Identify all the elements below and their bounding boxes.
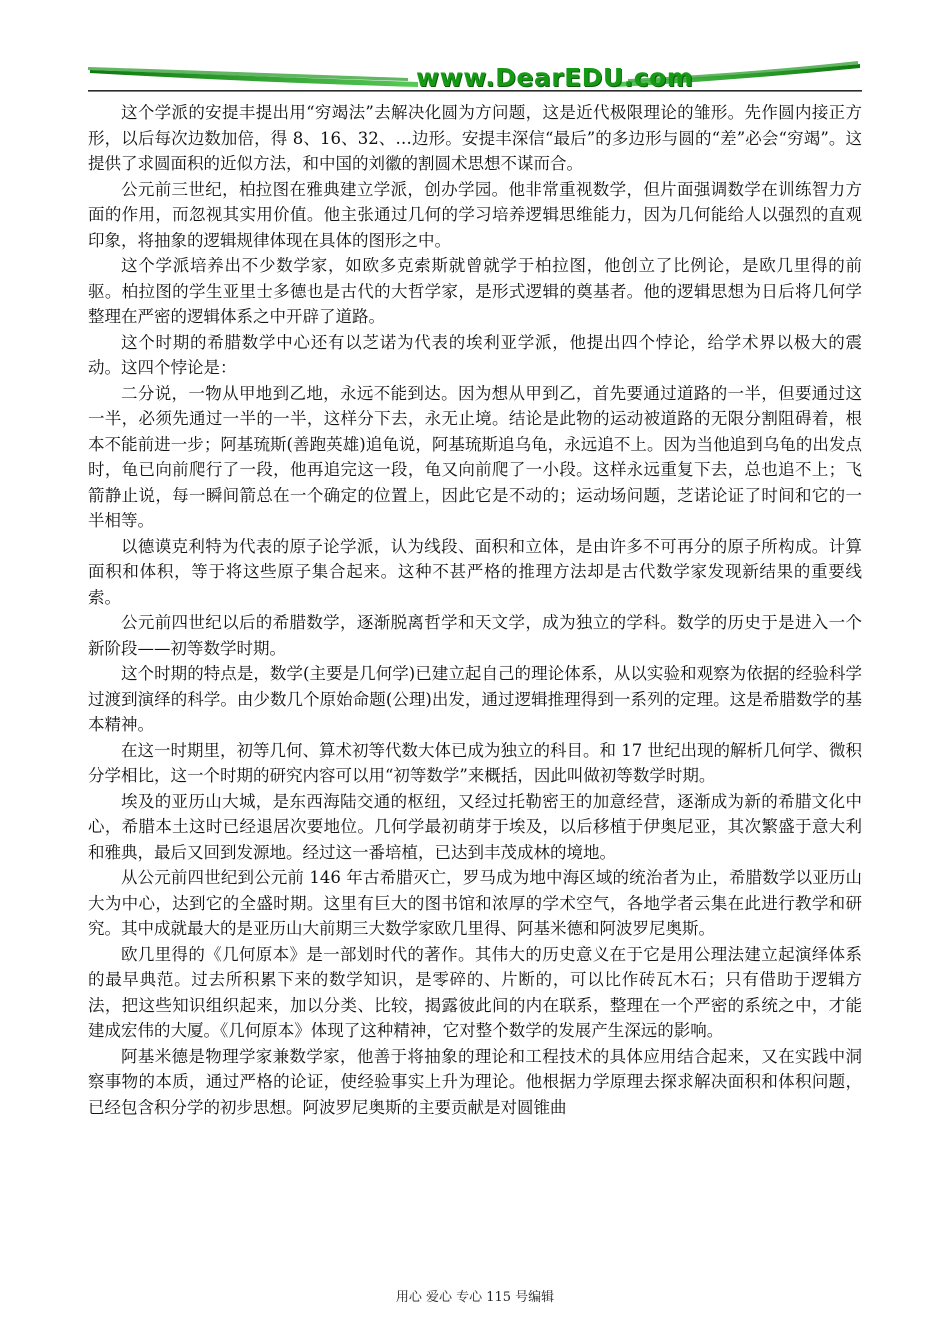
paragraph: 埃及的亚历山大城，是东西海陆交通的枢纽，又经过托勒密王的加意经营，逐渐成为新的希腊文化中心，希腊本土这时已经退居次要地位。几何学最初萌芽于埃及，以后移植于伊奥尼亚，其次繁盛于意大利和雅典，最后又回到发源地。经过这一番培植，已达到丰茂成林的境地。 xyxy=(88,791,862,862)
paragraph: 二分说，一物从甲地到乙地，永远不能到达。因为想从甲到乙，首先要通过道路的一半，但要通过这一半，必须先通过一半的一半，这样分下去，永无止境。结论是此物的运动被道路的无限分割阻碍着，根本不能前进一步；阿基琉斯(善跑英雄)追龟说，阿基琉斯追乌龟，永远追不上。因为当他追到乌龟的出发点时，龟已向前爬行了一段，他再追完这一段，龟又向前爬了一小段。这样永远重复下去，总也追不上；飞箭静止说，每一瞬间箭总在一个确定的位置上，因此它是不动的；运动场问题，芝诺论证了时间和它的一半相等。 xyxy=(88,383,862,530)
article-body xyxy=(88,100,862,1120)
paragraph: 欧几里得的《几何原本》是一部划时代的著作。其伟大的历史意义在于它是用公理法建立起演绎体系的最早典范。过去所积累下来的数学知识，是零碎的、片断的，可以比作砖瓦木石；只有借助于逻辑方法，把这些知识组织起来，加以分类、比较，揭露彼此间的内在联系，整理在一个严密的系统之中，才能建成宏伟的大厦。《几何原本》体现了这种精神，它对整个数学的发展产生深远的影响。 xyxy=(88,944,862,1040)
page-header xyxy=(88,58,862,94)
paragraph: 公元前三世纪，柏拉图在雅典建立学派，创办学园。他非常重视数学，但片面强调数学在训练智力方面的作用，而忽视其实用价值。他主张通过几何的学习培养逻辑思维能力，因为几何能给人以强烈的直观印象，将抽象的逻辑规律体现在具体的图形之中。 xyxy=(88,179,862,250)
paragraph: 在这一时期里，初等几何、算术初等代数大体已成为独立的科目。和 17 世纪出现的解析几何学、微积分学相比，这一个时期的研究内容可以用“初等数学”来概括，因此叫做初等数学时期。 xyxy=(88,740,862,785)
site-logo: www.DearEDU.com xyxy=(416,63,694,92)
paragraph: 这个时期的希腊数学中心还有以芝诺为代表的埃利亚学派，他提出四个悖论，给学术界以极大的震动。这四个悖论是： xyxy=(88,332,862,377)
paragraph: 这个时期的特点是，数学(主要是几何学)已建立起自己的理论体系，从以实验和观察为依据的经验科学过渡到演绎的科学。由少数几个原始命题(公理)出发，通过逻辑推理得到一系列的定理。这是希腊数学的基本精神。 xyxy=(88,664,862,734)
paragraph: 阿基米德是物理学家兼数学家，他善于将抽象的理论和工程技术的具体应用结合起来，又在实践中洞察事物的本质，通过严格的论证，使经验事实上升为理论。他根据力学原理去探求解决面积和体积问题，已经包含积分学的初步思想。阿波罗尼奥斯的主要贡献是对圆锥曲 xyxy=(88,1046,862,1117)
paragraph: 公元前四世纪以后的希腊数学，逐渐脱离哲学和天文学，成为独立的学科。数学的历史于是进入一个新阶段——初等数学时期。 xyxy=(88,613,862,658)
paragraph: 以德谟克利特为代表的原子论学派，认为线段、面积和立体，是由许多不可再分的原子所构成。计算面积和体积，等于将这些原子集合起来。这种不甚严格的推理方法却是古代数学家发现新结果的重要线索。 xyxy=(88,536,862,607)
paragraph: 这个学派培养出不少数学家，如欧多克索斯就曾就学于柏拉图，他创立了比例论，是欧几里得的前驱。柏拉图的学生亚里士多德也是古代的大哲学家，是形式逻辑的奠基者。他的逻辑思想为日后将几何学整理在严密的逻辑体系之中开辟了道路。 xyxy=(88,256,862,326)
page-footer: 用心 爱心 专心 115 号编辑 xyxy=(395,1290,555,1305)
paragraph: 这个学派的安提丰提出用“穷竭法”去解决化圆为方问题，这是近代极限理论的雏形。先作圆内接正方形，以后每次边数加倍，得 8、16、32、…边形。安提丰深信“最后”的多边形与圆的“差”必会“穷竭”。这提供了求圆面积的近似方法，和中国的刘徽的割圆术思想不谋而合。 xyxy=(88,103,862,173)
paragraph: 从公元前四世纪到公元前 146 年古希腊灭亡，罗马成为地中海区域的统治者为止，希腊数学以亚历山大为中心，达到它的全盛时期。这里有巨大的图书馆和浓厚的学术空气，各地学者云集在此进行教学和研究。其中成就最大的是亚历山大前期三大数学家欧几里得、阿基米德和阿波罗尼奥斯。 xyxy=(88,868,862,938)
